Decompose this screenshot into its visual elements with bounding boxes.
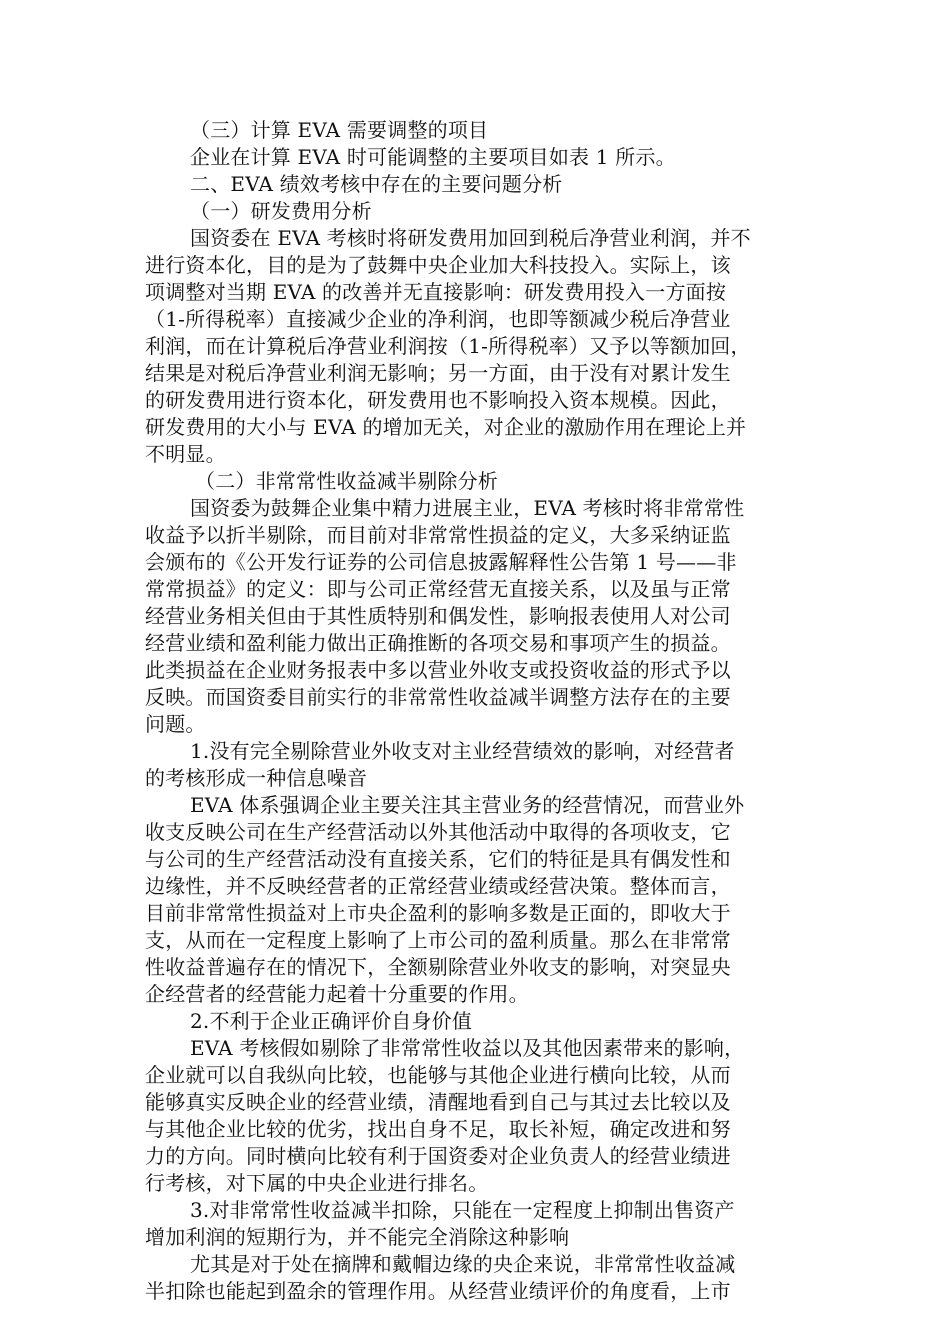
- document-body: [145, 117, 805, 1305]
- text-line: 半扣除也能起到盈余的管理作用。从经营业绩评价的角度看，上市: [145, 1279, 731, 1303]
- text-line: 2.不利于企业正确评价自身价值: [190, 1009, 473, 1033]
- text-line: 行考核，对下属的中央企业进行排名。: [145, 1171, 489, 1195]
- text-line: 国资委在 EVA 考核时将研发费用加回到税后净营业利润，并不: [190, 226, 751, 250]
- text-line: 结果是对税后净营业利润无影响；另一方面，由于没有对累计发生: [145, 361, 731, 385]
- text-line: （三）计算 EVA 需要调整的项目: [190, 118, 489, 142]
- text-line: 研发费用的大小与 EVA 的增加无关，对企业的激励作用在理论上并: [145, 415, 747, 439]
- text-line: 收支反映公司在生产经营活动以外其他活动中取得的各项收支，它: [145, 820, 731, 844]
- text-line: 企经营者的经营能力起着十分重要的作用。: [145, 982, 529, 1006]
- text-line: 经营业绩和盈利能力做出正确推断的各项交易和事项产生的损益。: [145, 631, 731, 655]
- text-line: 会颁布的《公开发行证券的公司信息披露解释性公告第 1 号——非: [145, 550, 737, 574]
- text-line: 与其他企业比较的优劣，找出自身不足，取长补短，确定改进和努: [145, 1117, 731, 1141]
- text-line: （一）研发费用分析: [190, 199, 372, 223]
- text-line: 能够真实反映企业的经营业绩，清醒地看到自己与其过去比较以及: [145, 1090, 731, 1114]
- text-line: 的考核形成一种信息噪音: [145, 766, 368, 790]
- text-line: 进行资本化，目的是为了鼓舞中央企业加大科技投入。实际上，该: [145, 253, 731, 277]
- text-line: 企业在计算 EVA 时可能调整的主要项目如表 1 所示。: [190, 145, 676, 169]
- text-line: （二）非常常性收益减半剔除分析: [195, 469, 498, 493]
- text-line: EVA 体系强调企业主要关注其主营业务的经营情况，而营业外: [190, 793, 745, 817]
- text-line: 企业就可以自我纵向比较，也能够与其他企业进行横向比较，从而: [145, 1063, 731, 1087]
- text-line: 性收益普遍存在的情况下，全额剔除营业外收支的影响，对突显央: [145, 955, 731, 979]
- text-line: 项调整对当期 EVA 的改善并无直接影响：研发费用投入一方面按: [145, 280, 727, 304]
- text-line: 利润，而在计算税后净营业利润按（1-所得税率）又予以等额加回，: [145, 334, 751, 358]
- text-line: 增加利润的短期行为，并不能完全消除这种影响: [145, 1225, 570, 1249]
- text-line: 的研发费用进行资本化，研发费用也不影响投入资本规模。因此，: [145, 388, 731, 412]
- text-line: 不明显。: [145, 442, 226, 466]
- text-line: 国资委为鼓舞企业集中精力进展主业，EVA 考核时将非常常性: [190, 496, 745, 520]
- text-line: 常常损益》的定义：即与公司正常经营无直接关系，以及虽与正常: [145, 577, 731, 601]
- text-line: 力的方向。同时横向比较有利于国资委对企业负责人的经营业绩进: [145, 1144, 731, 1168]
- text-line: EVA 考核假如剔除了非常常性收益以及其他因素带来的影响，: [190, 1036, 745, 1060]
- text-line: 目前非常常性损益对上市央企盈利的影响多数是正面的，即收大于: [145, 901, 731, 925]
- text-line: 1.没有完全剔除营业外收支对主业经营绩效的影响，对经营者: [190, 739, 735, 763]
- text-line: 边缘性，并不反映经营者的正常经营业绩或经营决策。整体而言，: [145, 874, 731, 898]
- text-line: 尤其是对于处在摘牌和戴帽边缘的央企来说，非常常性收益减: [190, 1252, 736, 1276]
- text-line: 问题。: [145, 712, 206, 736]
- text-line: 支，从而在一定程度上影响了上市公司的盈利质量。那么在非常常: [145, 928, 731, 952]
- text-line: 经营业务相关但由于其性质特别和偶发性，影响报表使用人对公司: [145, 604, 731, 628]
- text-line: （1-所得税率）直接减少企业的净利润，也即等额减少税后净营业: [145, 307, 731, 331]
- text-line: 收益予以折半剔除，而目前对非常常性损益的定义，大多采纳证监: [145, 523, 731, 547]
- text-line: 3.对非常常性收益减半扣除，只能在一定程度上抑制出售资产: [190, 1198, 735, 1222]
- text-line: 此类损益在企业财务报表中多以营业外收支或投资收益的形式予以: [145, 658, 731, 682]
- text-line: 二、EVA 绩效考核中存在的主要问题分析: [190, 172, 563, 196]
- text-line: 反映。而国资委目前实行的非常常性收益减半调整方法存在的主要: [145, 685, 731, 709]
- text-line: 与公司的生产经营活动没有直接关系，它们的特征是具有偶发性和: [145, 847, 731, 871]
